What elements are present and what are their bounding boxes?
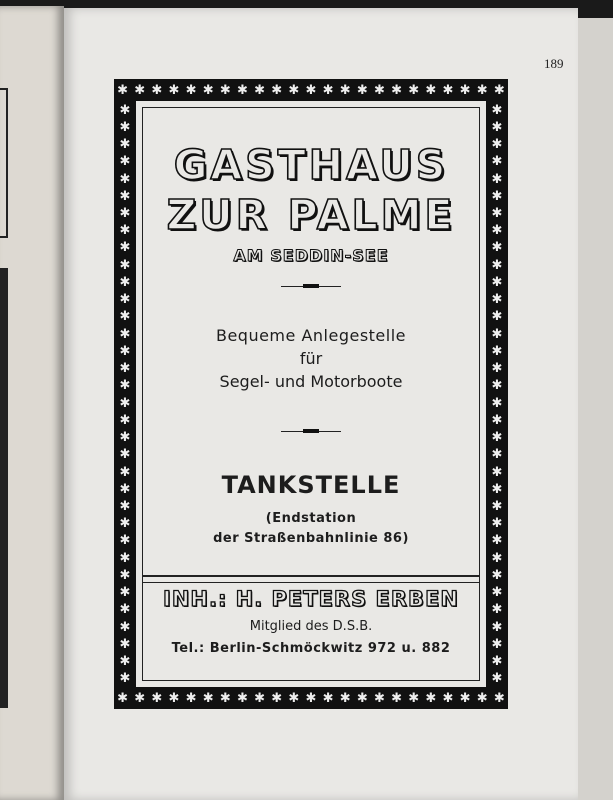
star-ornament-icon: ✱ [119,256,131,272]
star-ornament-icon: ✱ [322,82,334,97]
star-border-left [114,101,136,687]
star-ornament-icon: ✱ [491,273,503,289]
star-ornament-icon: ✱ [491,670,503,686]
star-ornament-icon: ✱ [219,690,231,705]
left-page-mark [0,268,8,708]
star-ornament-icon: ✱ [119,601,131,617]
star-ornament-icon: ✱ [134,82,146,97]
star-ornament-icon: ✱ [119,101,131,117]
star-ornament-icon: ✱ [202,82,214,97]
star-ornament-icon: ✱ [491,653,503,669]
star-ornament-icon: ✱ [391,690,403,705]
star-ornament-icon: ✱ [491,498,503,513]
ad-location: AM SEDDIN-SEE [233,246,389,265]
star-ornament-icon: ✱ [491,601,503,617]
star-ornament-icon: ✱ [459,82,471,97]
star-ornament-icon: ✱ [119,618,131,634]
star-ornament-icon: ✱ [491,308,503,324]
star-ornament-icon: ✱ [425,82,437,97]
star-ornament-icon: ✱ [202,690,214,705]
star-ornament-icon: ✱ [491,429,503,445]
star-ornament-icon: ✱ [491,187,503,203]
star-ornament-icon: ✱ [185,690,197,705]
star-ornament-icon: ✱ [119,549,131,565]
star-ornament-icon: ✱ [119,480,131,496]
star-ornament-icon: ✱ [119,308,131,324]
star-ornament-icon: ✱ [119,515,131,531]
star-ornament-icon: ✱ [491,222,503,238]
star-ornament-icon: ✱ [476,82,488,97]
star-ornament-icon: ✱ [119,291,131,307]
star-ornament-icon: ✱ [339,690,351,705]
star-ornament-icon: ✱ [491,101,503,117]
star-ornament-icon: ✱ [119,325,131,341]
star-ornament-icon: ✱ [119,670,131,686]
left-page-edge [0,6,64,800]
ad-content [136,101,486,687]
star-ornament-icon: ✱ [271,690,283,705]
star-ornament-icon: ✱ [491,205,503,221]
page-number: 189 [544,56,564,71]
star-ornament-icon: ✱ [491,635,503,651]
star-ornament-icon: ✱ [491,463,503,479]
star-ornament-icon: ✱ [373,690,385,705]
star-ornament-icon: ✱ [117,82,129,97]
star-ornament-icon: ✱ [491,153,503,169]
star-ornament-icon: ✱ [491,377,503,393]
star-ornament-icon: ✱ [491,566,503,582]
star-ornament-icon: ✱ [356,82,368,97]
star-ornament-icon: ✱ [356,690,368,705]
star-border-top [114,79,508,101]
star-ornament-icon: ✱ [219,82,231,97]
star-ornament-icon: ✱ [119,635,131,651]
star-border-bottom [114,687,508,709]
star-ornament-icon: ✱ [322,690,334,705]
star-ornament-icon: ✱ [491,480,503,496]
star-ornament-icon: ✱ [493,82,505,97]
star-ornament-icon: ✱ [339,82,351,97]
star-ornament-icon: ✱ [119,377,131,393]
telephone-text: Tel.: Berlin-Schmöckwitz 972 u. 882 [171,641,451,656]
star-ornament-icon: ✱ [373,82,385,97]
star-ornament-icon: ✱ [425,690,437,705]
star-ornament-icon: ✱ [119,118,131,134]
star-ornament-icon: ✱ [491,136,503,152]
star-ornament-icon: ✱ [288,82,300,97]
star-ornament-icon: ✱ [119,532,131,548]
amenity-line: für [299,349,323,368]
star-ornament-icon: ✱ [119,342,131,358]
star-ornament-icon: ✱ [254,690,266,705]
star-ornament-icon: ✱ [491,342,503,358]
amenity-line: Segel- und Motorboote [219,372,403,391]
star-ornament-icon: ✱ [305,82,317,97]
star-ornament-icon: ✱ [151,690,163,705]
star-ornament-icon: ✱ [491,446,503,462]
star-ornament-icon: ✱ [168,82,180,97]
star-ornament-icon: ✱ [408,690,420,705]
divider [281,286,341,287]
ad-frame [114,79,508,709]
star-ornament-icon: ✱ [119,239,131,255]
star-ornament-icon: ✱ [236,690,248,705]
star-ornament-icon: ✱ [119,411,131,427]
star-ornament-icon: ✱ [442,82,454,97]
star-ornament-icon: ✱ [493,690,505,705]
star-ornament-icon: ✱ [442,690,454,705]
owner-name: INH.: H. PETERS ERBEN [163,587,459,611]
star-ornament-icon: ✱ [119,136,131,152]
star-ornament-icon: ✱ [408,82,420,97]
left-page-mark [0,88,8,238]
star-ornament-icon: ✱ [119,360,131,376]
divider [281,431,341,432]
amenity-line: Bequeme Anlegestelle [215,326,407,345]
ad-title-line1: GASTHAUS [173,141,449,189]
star-ornament-icon: ✱ [119,566,131,582]
star-ornament-icon: ✱ [151,82,163,97]
star-ornament-icon: ✱ [271,82,283,97]
star-ornament-icon: ✱ [491,549,503,565]
endstation-line: (Endstation [265,511,357,526]
double-rule [142,575,480,583]
star-ornament-icon: ✱ [459,690,471,705]
star-ornament-icon: ✱ [491,584,503,600]
right-page-edge [576,18,613,800]
star-ornament-icon: ✱ [491,239,503,255]
star-ornament-icon: ✱ [491,618,503,634]
star-ornament-icon: ✱ [119,498,131,513]
star-ornament-icon: ✱ [491,291,503,307]
star-ornament-icon: ✱ [119,463,131,479]
star-ornament-icon: ✱ [391,82,403,97]
star-ornament-icon: ✱ [236,82,248,97]
tank-label: TANKSTELLE [221,471,401,499]
star-ornament-icon: ✱ [119,584,131,600]
star-ornament-icon: ✱ [254,82,266,97]
endstation-line: der Straßenbahnlinie 86) [213,531,409,546]
star-ornament-icon: ✱ [491,394,503,410]
star-ornament-icon: ✱ [168,690,180,705]
star-ornament-icon: ✱ [119,653,131,669]
star-ornament-icon: ✱ [119,273,131,289]
star-ornament-icon: ✱ [288,690,300,705]
star-ornament-icon: ✱ [491,411,503,427]
star-ornament-icon: ✱ [491,118,503,134]
star-ornament-icon: ✱ [119,170,131,186]
star-ornament-icon: ✱ [491,325,503,341]
star-ornament-icon: ✱ [134,690,146,705]
star-ornament-icon: ✱ [305,690,317,705]
star-ornament-icon: ✱ [491,532,503,548]
star-ornament-icon: ✱ [119,394,131,410]
star-ornament-icon: ✱ [119,446,131,462]
star-ornament-icon: ✱ [119,205,131,221]
membership-text: Mitglied des D.S.B. [249,619,373,634]
star-ornament-icon: ✱ [119,187,131,203]
star-ornament-icon: ✱ [119,222,131,238]
star-ornament-icon: ✱ [491,360,503,376]
star-ornament-icon: ✱ [491,256,503,272]
star-ornament-icon: ✱ [117,690,129,705]
star-ornament-icon: ✱ [491,515,503,531]
ad-title-line2: ZUR PALME [166,191,456,239]
star-ornament-icon: ✱ [476,690,488,705]
star-ornament-icon: ✱ [119,153,131,169]
star-ornament-icon: ✱ [119,429,131,445]
star-border-right [486,101,508,687]
star-ornament-icon: ✱ [491,170,503,186]
star-ornament-icon: ✱ [185,82,197,97]
